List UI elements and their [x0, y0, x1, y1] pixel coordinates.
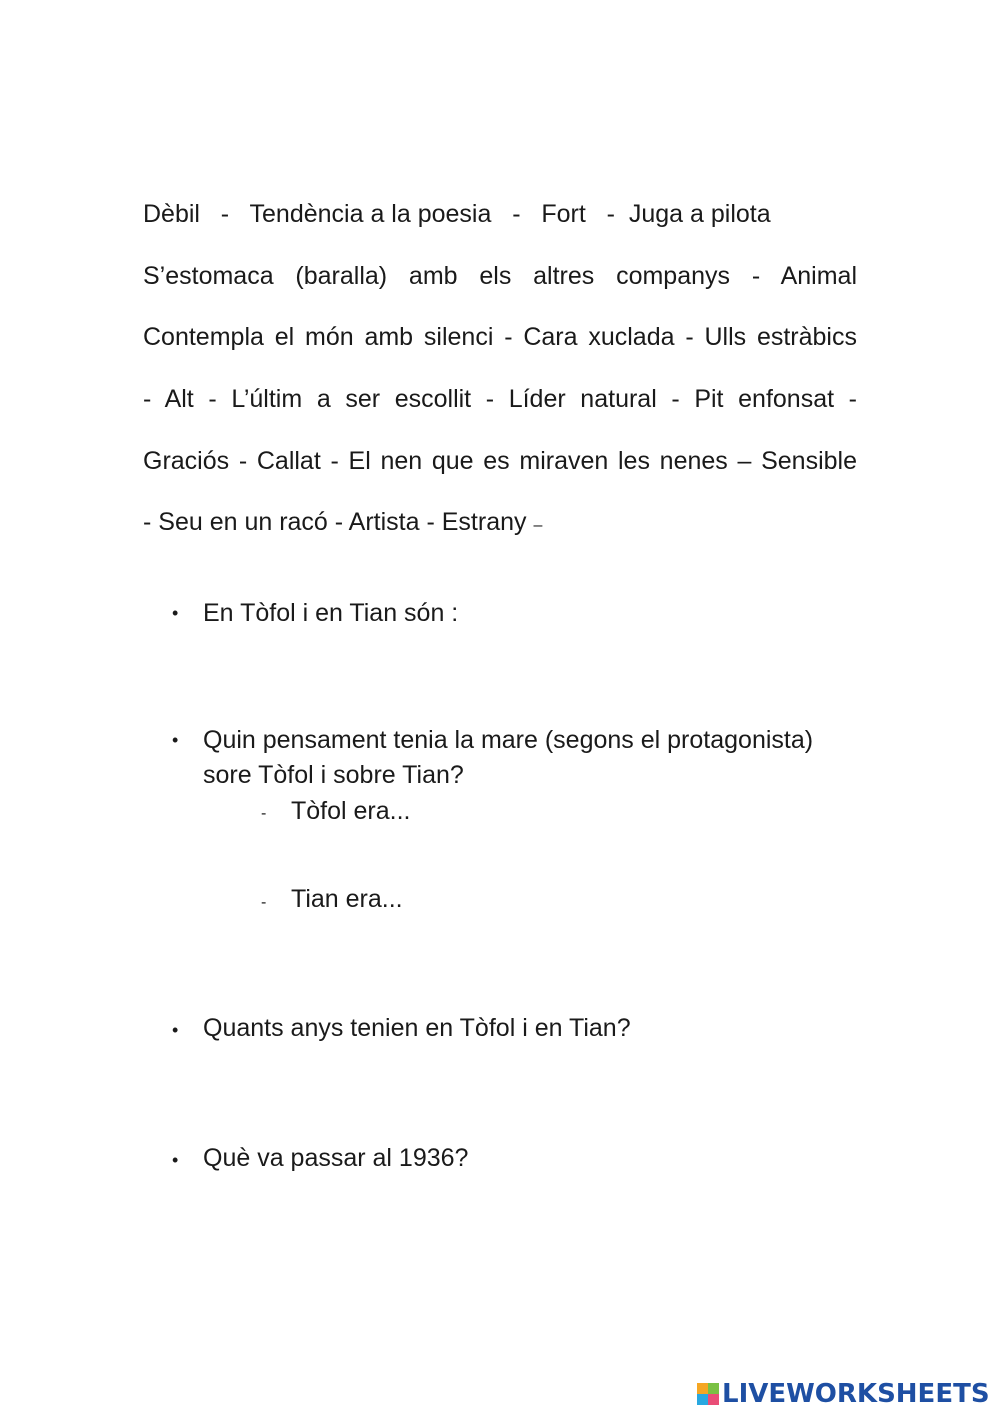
- logo-square-2: [708, 1383, 719, 1394]
- bullet-q1: •: [172, 603, 179, 623]
- word-bank-line-3: Contempla el món amb silenci - Cara xuclada - Ulls estràbics: [143, 323, 857, 351]
- word-bank-line-5: Graciós - Callat - El nen que es miraven les nenes – Sensible: [143, 447, 857, 475]
- question-2-sub-tofol: Tòfol era...: [291, 797, 411, 825]
- dash-q2-sub1: -: [261, 805, 267, 822]
- word-bank-trailing-dash: –: [533, 517, 543, 534]
- question-1: En Tòfol i en Tian són :: [203, 599, 459, 627]
- question-4: Què va passar al 1936?: [203, 1144, 469, 1172]
- logo-square-4: [708, 1394, 719, 1405]
- logo-square-1: [697, 1383, 708, 1394]
- logo-squares-icon: [697, 1383, 719, 1405]
- liveworksheets-logo: [697, 1379, 990, 1409]
- question-2-line-1: Quin pensament tenia la mare (segons el protagonista): [203, 726, 814, 754]
- question-3: Quants anys tenien en Tòfol i en Tian?: [203, 1014, 631, 1042]
- word-bank-line-1: Dèbil - Tendència a la poesia - Fort - Juga a pilota: [143, 200, 771, 228]
- bullet-q3: •: [172, 1020, 179, 1040]
- word-bank-line-6: [143, 507, 857, 541]
- logo-text: LIVEWORKSHEETS: [722, 1379, 990, 1409]
- logo-square-3: [697, 1394, 708, 1405]
- question-2-line-2: sore Tòfol i sobre Tian?: [203, 761, 464, 789]
- bullet-q4: •: [172, 1150, 179, 1170]
- bullet-q2: •: [172, 730, 179, 750]
- dash-q2-sub2: -: [261, 894, 267, 911]
- word-bank-line-6-text: - Seu en un racó - Artista - Estrany: [143, 508, 527, 536]
- word-bank-line-4: - Alt - L’últim a ser escollit - Líder natural - Pit enfonsat -: [143, 385, 857, 413]
- word-bank-line-2: S’estomaca (baralla) amb els altres companys - Animal: [143, 262, 857, 290]
- question-2-sub-tian: Tian era...: [291, 885, 403, 913]
